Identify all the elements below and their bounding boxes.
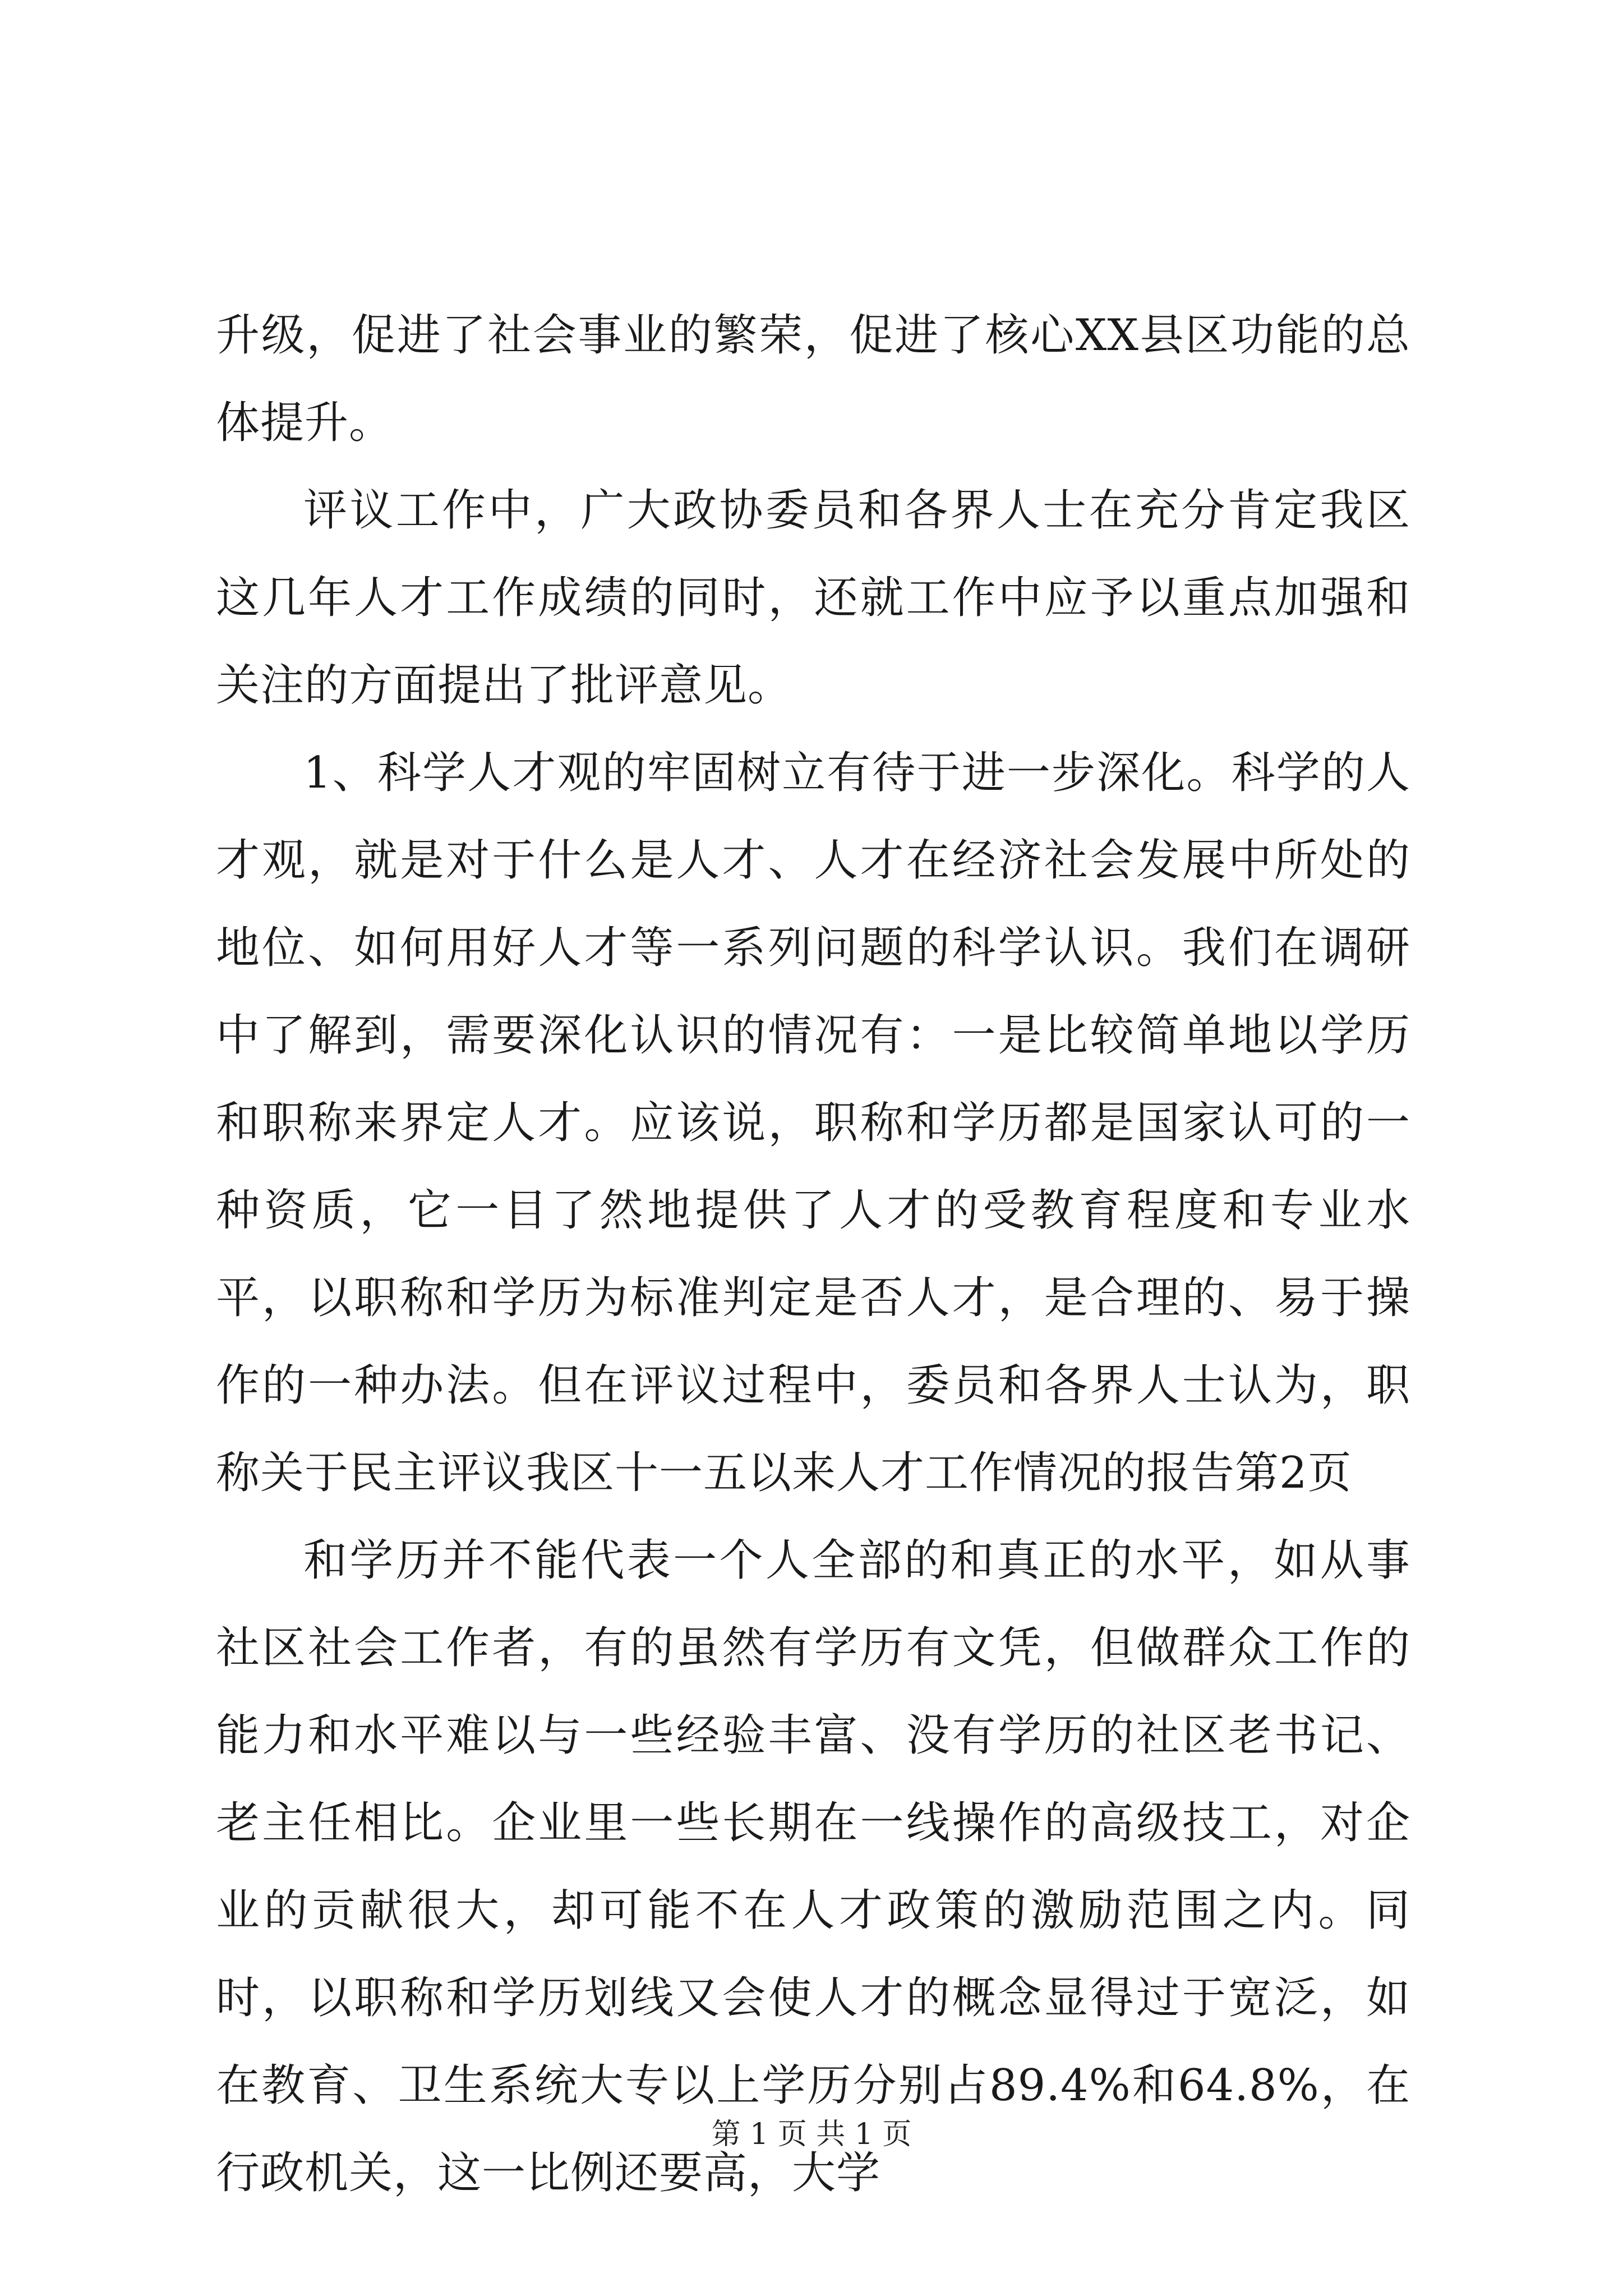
paragraph-3: 1、科学人才观的牢固树立有待于进一步深化。科学的人才观，就是对于什么是人才、人才在经济社会发展中所处的地位、如何用好人才等一系列问题的科学认识。我们在调研中了解到，需要深化认识的情况有：一是比较简单地以学历和职称来界定人才。应该说，职称和学历都是国家认可的一种资质，它一目了然地提供了人才的受教育程度和专业水平，以职称和学历为标准判定是否人才，是合理的、易于操作的一种办法。但在评议过程中，委员和各界人士认为，职称关于民主评议我区十一五以来人才工作情况的报告第2页 bbox=[216, 748, 1410, 1498]
paragraph-1: 升级，促进了社会事业的繁荣，促进了核心XX县区功能的总体提升。 bbox=[216, 310, 1410, 448]
paragraph-4: 和学历并不能代表一个人全部的和真正的水平，如从事社区社会工作者，有的虽然有学历有文凭，但做群众工作的能力和水平难以与一些经验丰富、没有学历的社区老书记、老主任相比。企业里一些长期在一线操作的高级技工，对企业的贡献很大，却可能不在人才政策的激励范围之内。同时，以职称和学历划线又会使人才的概念显得过于宽泛，如在教育、卫生系统大专以上学历分别占89.4%和64.8%，在行政机关，这一比例还要高，大学 bbox=[216, 1535, 1410, 2198]
document-body bbox=[216, 292, 1410, 2217]
paragraph-2: 评议工作中，广大政协委员和各界人士在充分肯定我区这几年人才工作成绩的同时，还就工作中应予以重点加强和关注的方面提出了批评意见。 bbox=[216, 485, 1410, 711]
page-footer: 第 1 页 共 1 页 bbox=[711, 2118, 912, 2151]
